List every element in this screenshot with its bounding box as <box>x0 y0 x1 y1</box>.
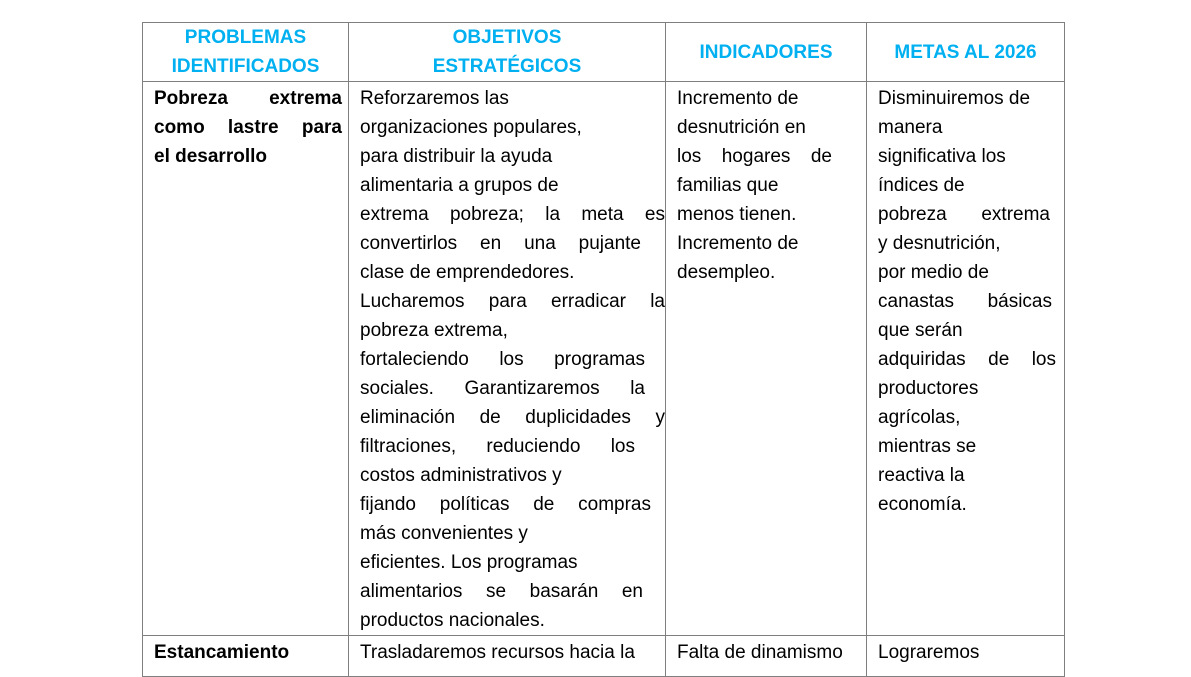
cell-objetivos: Trasladaremos recursos hacia la <box>349 636 666 677</box>
cell-metas: Disminuiremos de manera significativa los índices de pobreza extrema y desnutrición, por medio de canastas básicas que serán adquiridas de los productores agrícolas, mientras se reactiva la economía. <box>867 82 1065 636</box>
cell-indicadores: Falta de dinamismo <box>666 636 867 677</box>
header-problemas: PROBLEMAS IDENTIFICADOS <box>143 23 349 82</box>
strategic-plan-table <box>142 22 1065 677</box>
cell-metas: Lograremos <box>867 636 1065 677</box>
header-objetivos: OBJETIVOS ESTRATÉGICOS <box>349 23 666 82</box>
header-metas: METAS AL 2026 <box>867 23 1065 82</box>
header-indicadores: INDICADORES <box>666 23 867 82</box>
table-row <box>143 82 1065 636</box>
cell-problema: Estancamiento <box>143 636 349 677</box>
header-row <box>143 23 1065 82</box>
cell-objetivos: Reforzaremos las organizaciones populares, para distribuir la ayuda alimentaria a grupos de extrema pobreza; la meta es convertirlos en una pujante clase de emprendedores. Lucharemos para erradicar la pobreza extrema, fortaleciendo los programas sociales. Garantizaremos la eliminación de duplicidades y filtraciones, reduciendo los costos administrativos y fijando políticas de compras más convenientes y eficientes. Los programas alimentarios se basarán en productos nacionales. <box>349 82 666 636</box>
cell-problema: Pobreza extrema como lastre para el desarrollo <box>143 82 349 636</box>
cell-indicadores: Incremento de desnutrición en los hogares de familias que menos tienen. Incremento de desempleo. <box>666 82 867 636</box>
